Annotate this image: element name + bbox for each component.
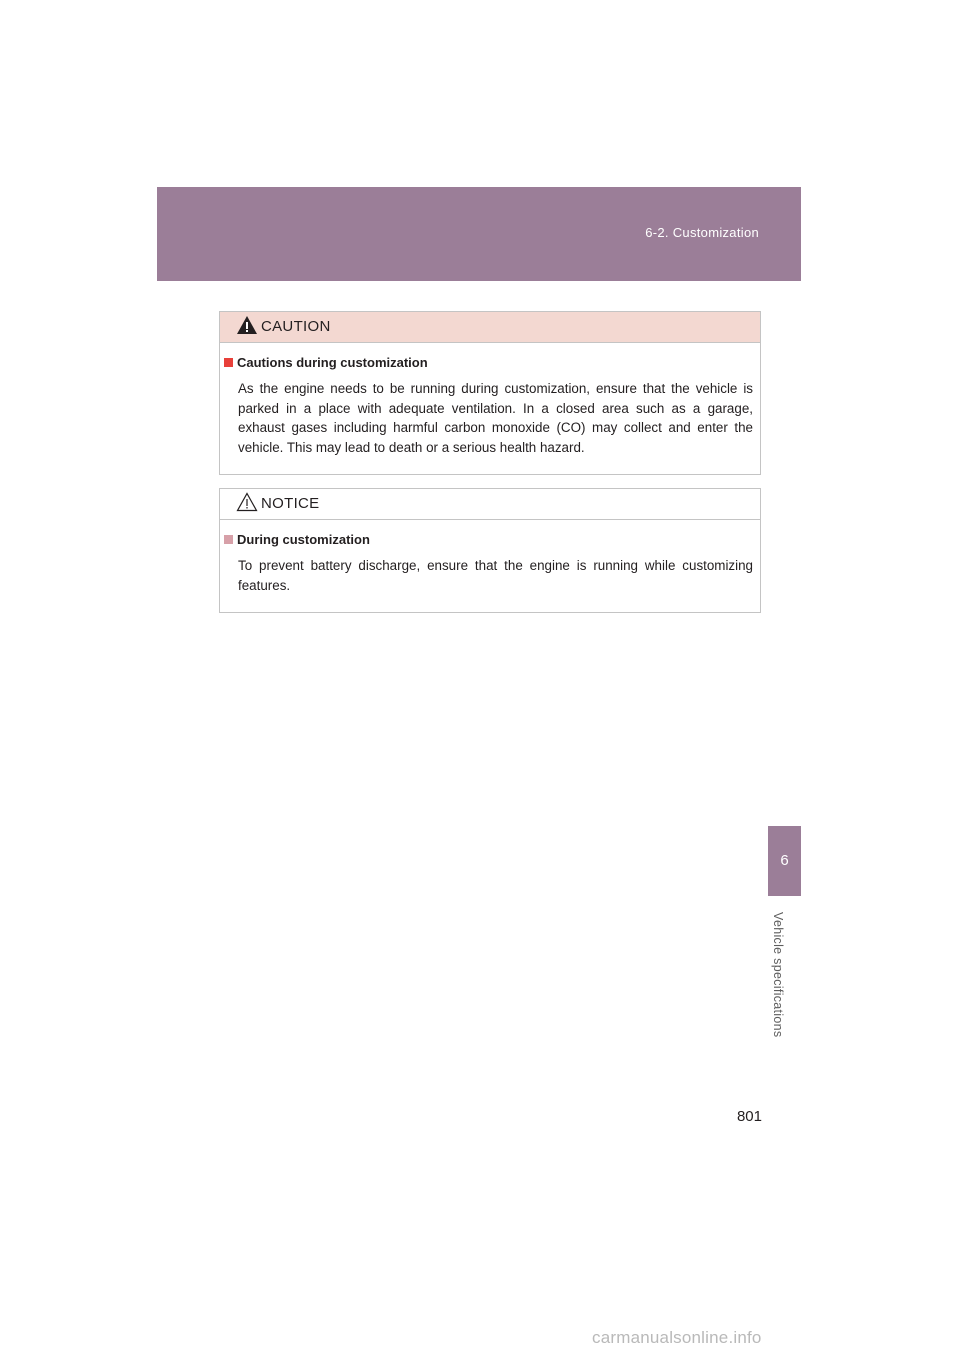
caution-title: CAUTION [261, 318, 331, 335]
caution-heading [224, 355, 428, 370]
square-bullet-icon [224, 535, 233, 544]
notice-line: To prevent battery discharge, ensure that the engine is running while customizing [238, 558, 753, 573]
warning-triangle-icon [236, 315, 258, 335]
chapter-tab [768, 826, 801, 896]
notice-header [220, 489, 760, 520]
caution-line: exhaust gases including harmful carbon monoxide (CO) may collect and enter the [238, 420, 753, 435]
header-band [157, 187, 801, 281]
caution-heading-text: Cautions during customization [237, 355, 428, 370]
notice-title: NOTICE [261, 495, 320, 512]
watermark: carmanualsonline.info [592, 1328, 762, 1347]
section-title: 6-2. Customization [645, 225, 759, 240]
page-number: 801 [736, 1108, 762, 1125]
notice-box [219, 488, 761, 613]
caution-line: As the engine needs to be running during customization, ensure that the vehicle is [238, 381, 753, 396]
notice-line: features. [238, 577, 291, 593]
chapter-label [770, 912, 800, 1042]
notice-body [238, 556, 753, 595]
caution-header [220, 312, 760, 343]
chapter-label-text: Vehicle specifications [771, 912, 785, 1038]
square-bullet-icon [224, 358, 233, 367]
caution-box [219, 311, 761, 475]
caution-body [238, 379, 753, 457]
caution-line: vehicle. This may lead to death or a serious health hazard. [238, 439, 585, 455]
caution-line: parked in a place with adequate ventilation. In a closed area such as a garage, [238, 400, 753, 416]
chapter-number: 6 [780, 852, 789, 869]
notice-heading-text: During customization [237, 532, 370, 547]
warning-triangle-outline-icon [236, 492, 258, 512]
notice-heading [224, 532, 370, 547]
